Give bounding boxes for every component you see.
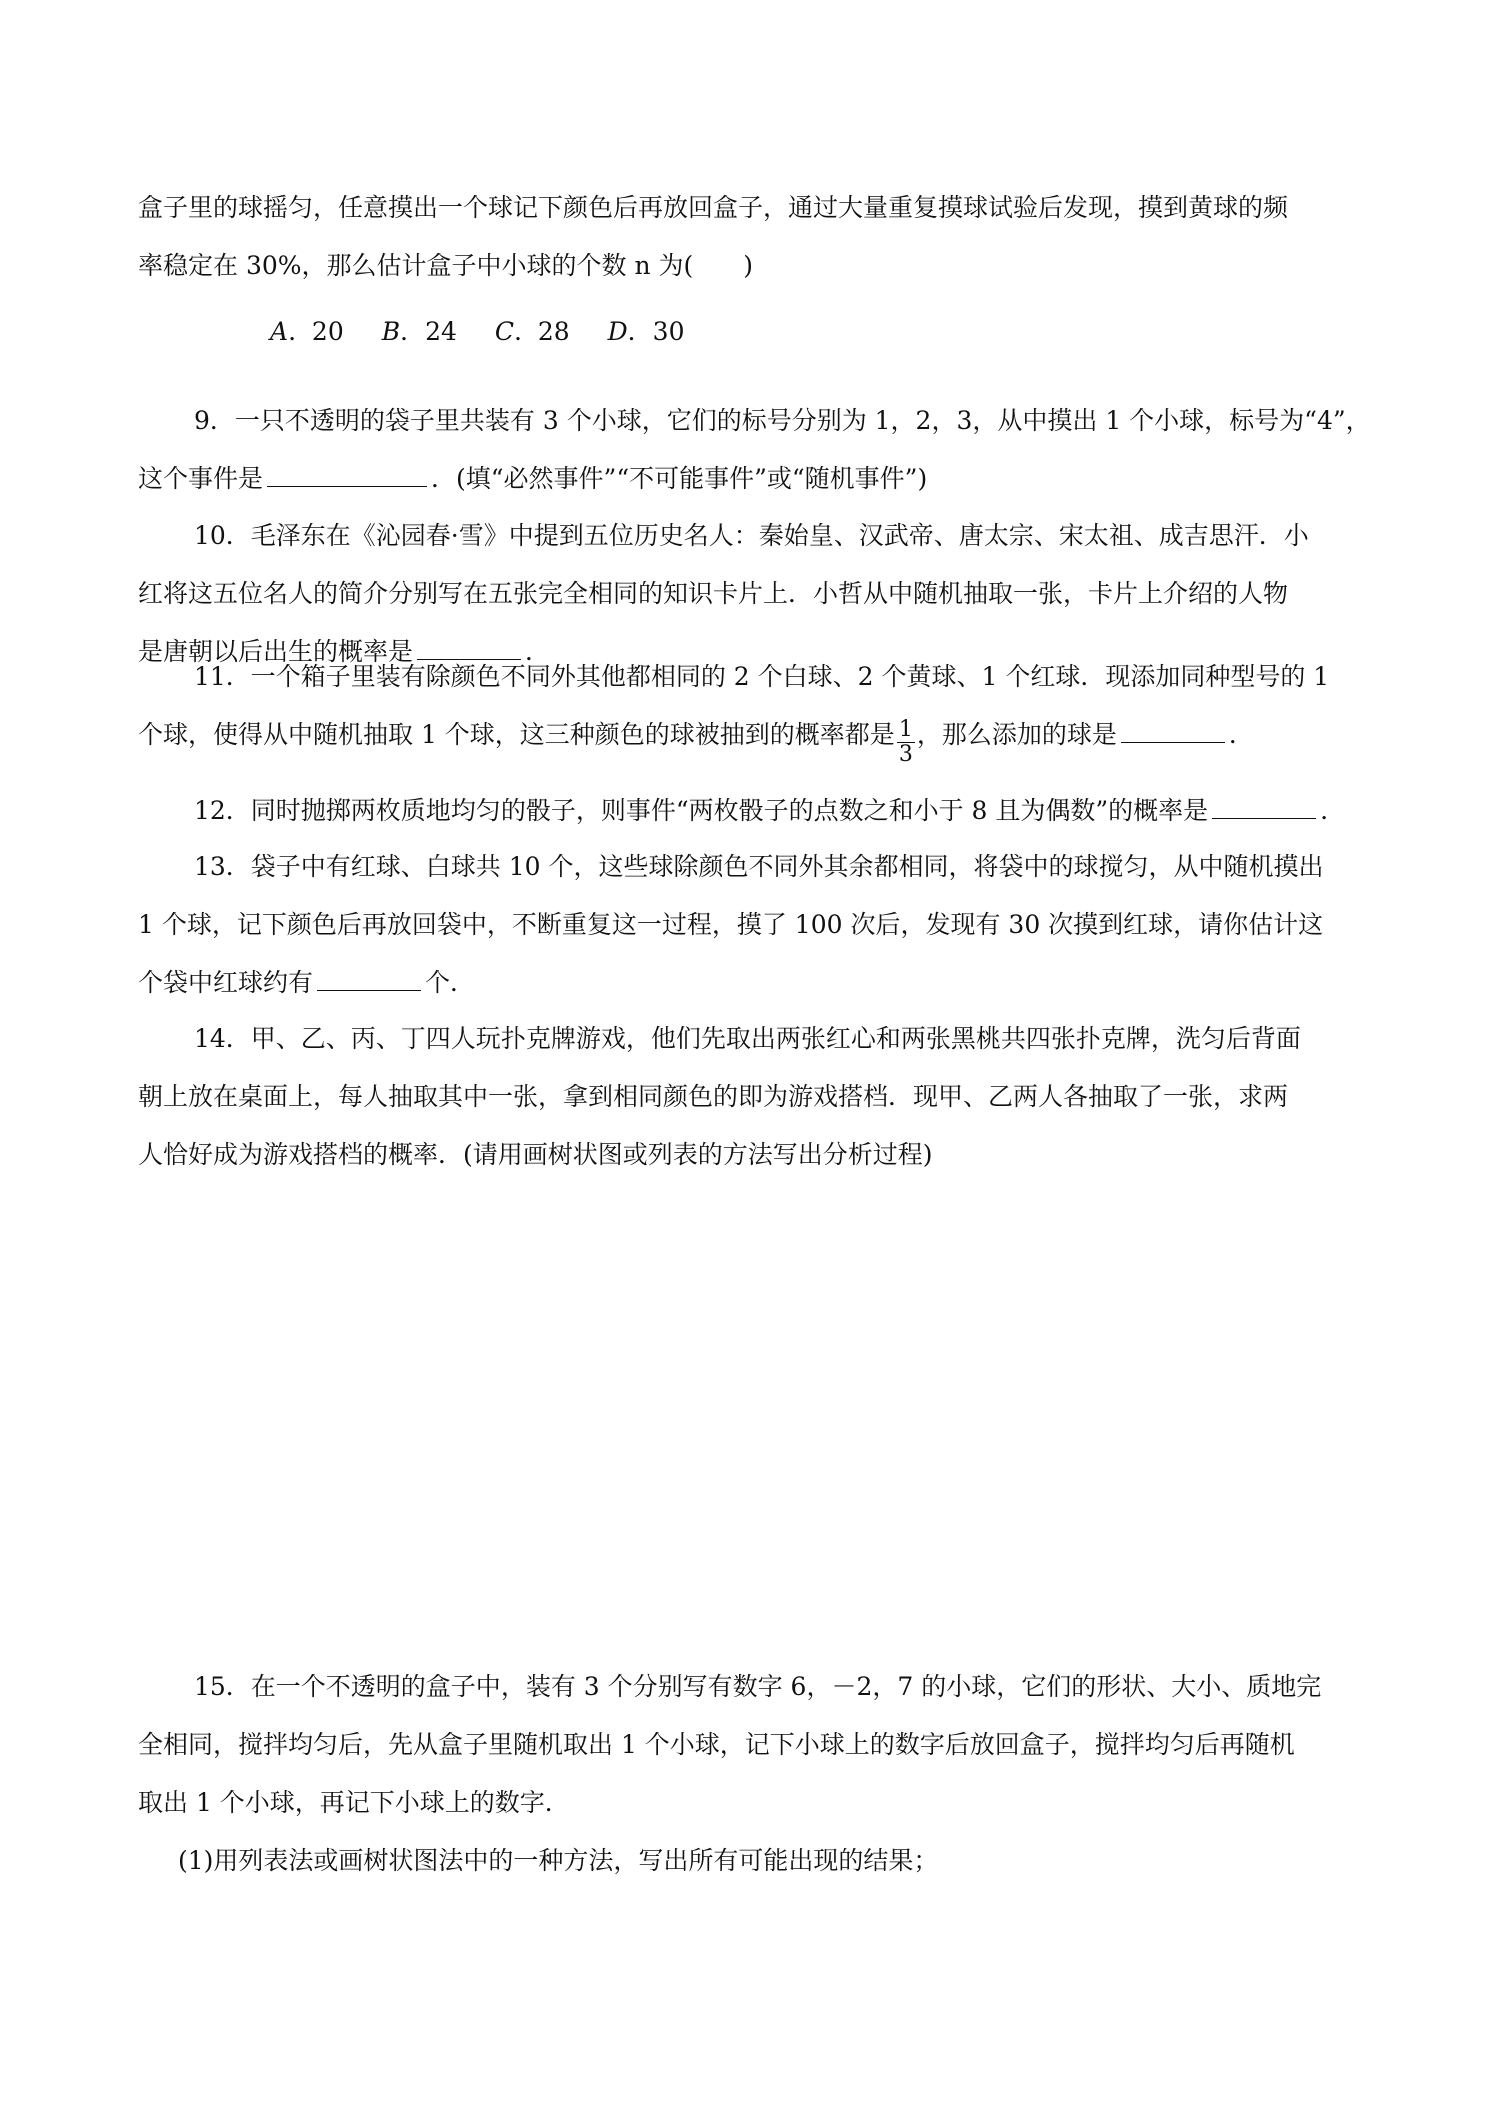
q13-line-1: 13．袋子中有红球、白球共 10 个，这些球除颜色不同外其余都相同，将袋中的球搅匀，从中随机摸出 (194, 852, 1324, 881)
q15-line-2: 全相同，搅拌均匀后，先从盒子里随机取出 1 个小球，记下小球上的数字后放回盒子，搅拌均匀后再随机 (138, 1730, 1295, 1759)
question-15 (138, 1658, 1348, 1890)
q15-line-1: 15．在一个不透明的盒子中，装有 3 个分别写有数字 6，－2，7 的小球，它们的形状、大小、质地完 (194, 1672, 1322, 1701)
q9-answer-blank[interactable] (267, 466, 427, 487)
fraction-one-third: $\frac{1}{3}$ (898, 717, 913, 767)
q8-choices (270, 303, 714, 361)
question-14 (138, 1010, 1348, 1184)
question-11 (138, 648, 1348, 767)
choice-b[interactable]: B．24 (381, 317, 457, 346)
q11-answer-blank[interactable] (1121, 722, 1225, 743)
q15-part-1: (1)用列表法或画树状图法中的一种方法，写出所有可能出现的结果； (178, 1846, 939, 1875)
q11-line-1: 11．一个箱子里装有除颜色不同外其他都相同的 2 个白球、2 个黄球、1 个红球．现添加同种型号的 1 (194, 662, 1330, 691)
q9-line-2: 这个事件是 ．(填“必然事件”“不可能事件”或“随机事件”) (138, 464, 928, 493)
choice-c[interactable]: C. 28 (494, 317, 570, 346)
question-8 (138, 179, 1348, 295)
choice-d[interactable]: D．30 (607, 317, 685, 346)
q8-line-2: 率稳定在 30%，那么估计盒子中小球的个数 n 为( ) (138, 251, 754, 280)
choice-a[interactable]: A. 20 (270, 317, 344, 346)
q10-line-1: 10．毛泽东在《沁园春·雪》中提到五位历史名人：秦始皇、汉武帝、唐太宗、宋太祖、成吉思汗．小 (194, 521, 1309, 550)
q8-line-1: 盒子里的球摇匀，任意摸出一个球记下颜色后再放回盒子，通过大量重复摸球试验后发现，摸到黄球的频 (138, 193, 1289, 222)
q9-line-1: 9．一只不透明的袋子里共装有 3 个小球，它们的标号分别为 1，2，3，从中摸出 1 个小球，标号为“4”， (194, 406, 1371, 435)
q13-line-2: 1 个球，记下颜色后再放回袋中，不断重复这一过程，摸了 100 次后，发现有 30 次摸到红球，请你估计这 (138, 910, 1324, 939)
q14-line-1: 14．甲、乙、丙、丁四人玩扑克牌游戏，他们先取出两张红心和两张黑桃共四张扑克牌，洗匀后背面 (194, 1024, 1301, 1053)
q11-line-2: 个球，使得从中随机抽取 1 个球，这三种颜色的球被抽到的概率都是 $\frac{1}{3}$ ，那么添加的球是 ． (138, 717, 1254, 767)
q13-line-3: 个袋中红球约有 个． (138, 968, 476, 997)
question-12 (138, 782, 1348, 840)
q12-line-1: 12．同时抛掷两枚质地均匀的骰子，则事件“两枚骰子的点数之和小于 8 且为偶数”的概率是 ． (194, 796, 1346, 825)
q10-line-2: 红将这五位名人的简介分别写在五张完全相同的知识卡片上．小哲从中随机抽取一张，卡片上介绍的人物 (138, 579, 1289, 608)
q10-line-3: 是唐朝以后出生的概率是 ． (138, 637, 551, 666)
q15-line-3: 取出 1 个小球，再记下小球上的数字． (138, 1788, 570, 1817)
q14-line-3: 人恰好成为游戏搭档的概率．(请用画树状图或列表的方法写出分析过程) (138, 1140, 933, 1169)
question-13 (138, 838, 1348, 1012)
q13-answer-blank[interactable] (317, 970, 421, 991)
question-9 (138, 392, 1371, 508)
q12-answer-blank[interactable] (1212, 798, 1316, 819)
q14-line-2: 朝上放在桌面上，每人抽取其中一张，拿到相同颜色的即为游戏搭档．现甲、乙两人各抽取了一张，求两 (138, 1082, 1289, 1111)
